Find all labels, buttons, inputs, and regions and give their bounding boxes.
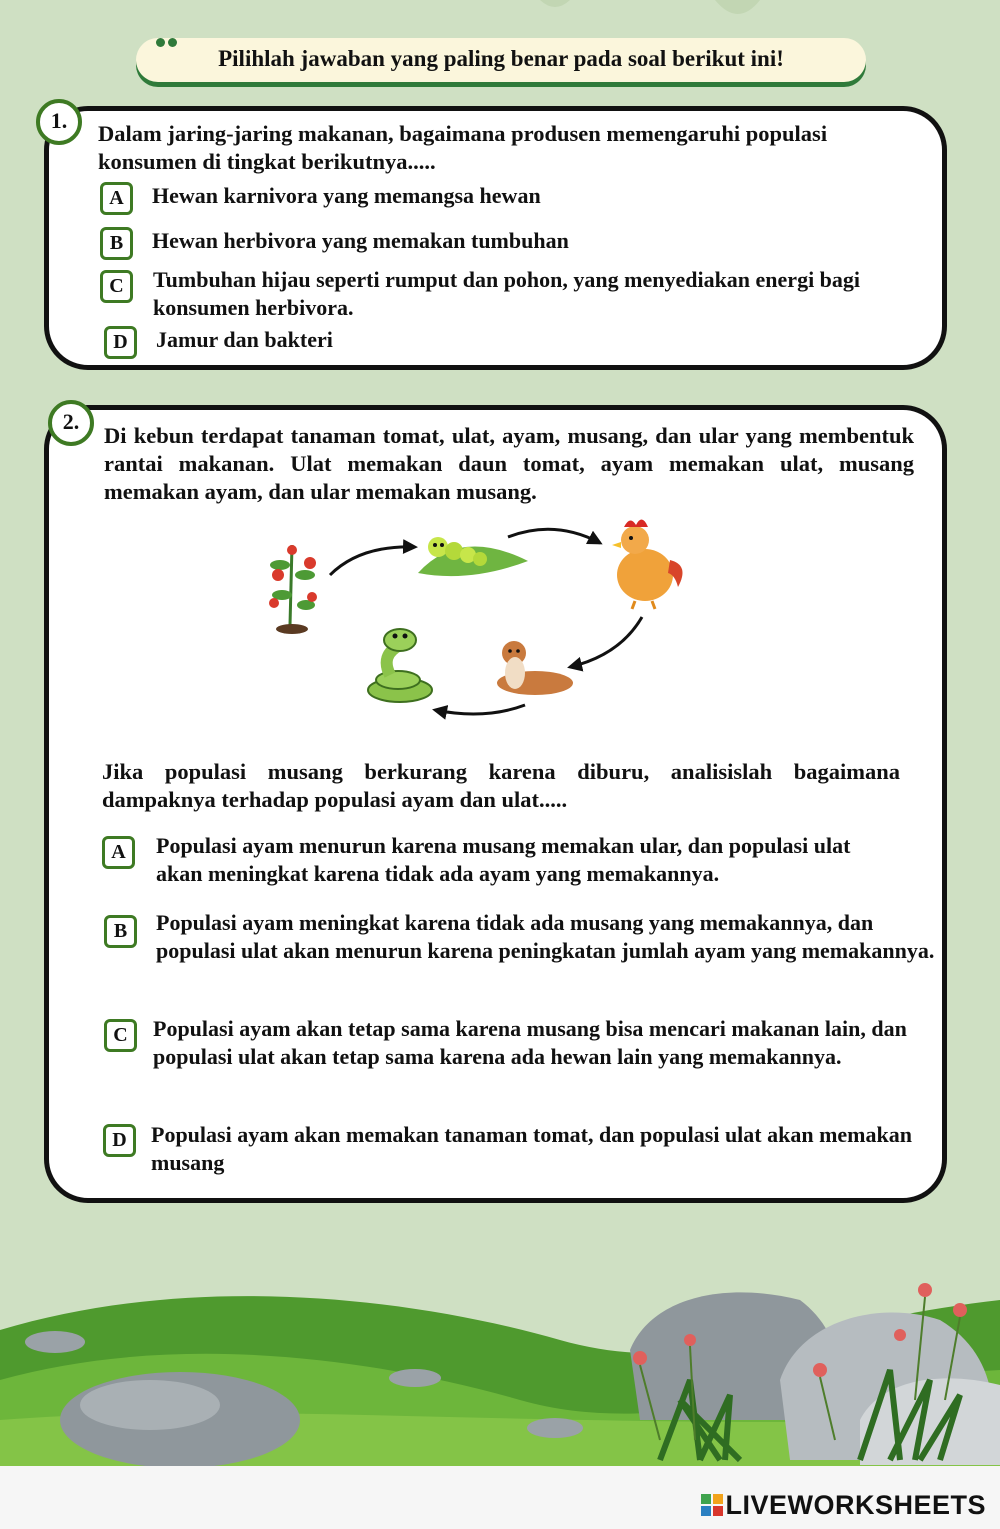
instruction-banner <box>136 38 866 82</box>
option-text: Hewan karnivora yang memangsa hewan <box>152 183 541 208</box>
question-2-followup: Jika populasi musang berkurang karena diburu, analisislah bagaimana dampaknya terhadap populasi ayam dan ulat..... <box>102 759 900 812</box>
arrow-tomato-to-caterpillar <box>330 547 415 575</box>
option-letter-badge[interactable]: B <box>100 227 133 260</box>
option-text: Hewan herbivora yang memakan tumbuhan <box>152 228 569 253</box>
option-letter-badge[interactable]: A <box>100 182 133 215</box>
question-1-text: Dalam jaring-jaring makanan, bagaimana produsen memengaruhi populasi konsumen di tingkat berikutnya..... <box>98 121 828 174</box>
option-letter-badge[interactable]: D <box>104 326 137 359</box>
tomato-plant-icon <box>269 545 317 634</box>
brand-text: LIVEWORKSHEETS <box>725 1490 986 1520</box>
weasel-icon <box>497 641 573 695</box>
option-letter-badge[interactable]: D <box>103 1124 136 1157</box>
option-text: Populasi ayam menurun karena musang memakan ular, dan populasi ulat akan meningkat karena tidak ada ayam yang memakannya. <box>156 833 851 886</box>
option-text: Populasi ayam akan memakan tanaman tomat, dan populasi ulat akan memakan musang <box>151 1122 912 1175</box>
instruction-text: Pilihlah jawaban yang paling benar pada soal berikut ini! <box>218 46 784 71</box>
q1-option-b[interactable] <box>100 227 930 257</box>
q2-option-b[interactable] <box>104 909 934 997</box>
food-chain-diagram <box>250 505 700 735</box>
arrow-caterpillar-to-chicken <box>508 529 600 543</box>
footer-bar <box>0 1466 1000 1529</box>
snake-icon <box>368 629 432 702</box>
q2-option-a[interactable] <box>102 832 932 892</box>
question-1-number: 1. <box>36 99 82 145</box>
chicken-icon <box>612 519 683 609</box>
option-letter-badge[interactable]: C <box>104 1019 137 1052</box>
option-letter-badge[interactable]: B <box>104 915 137 948</box>
option-text: Populasi ayam meningkat karena tidak ada musang yang memakannya, dan populasi ulat akan menurun karena peningkatan jumlah ayam yang memakannya. <box>156 910 935 963</box>
liveworksheets-logo-icon <box>701 1494 723 1516</box>
q2-option-c[interactable] <box>104 1015 934 1103</box>
q1-option-c[interactable] <box>100 266 930 322</box>
q2-option-d[interactable] <box>103 1121 933 1181</box>
q1-option-d[interactable] <box>104 326 934 356</box>
option-text: Tumbuhan hijau seperti rumput dan pohon, yang menyediakan energi bagi konsumen herbivora. <box>153 267 861 320</box>
q1-option-a[interactable] <box>100 182 930 212</box>
arrow-weasel-to-snake <box>435 705 525 714</box>
question-2-text: Di kebun terdapat tanaman tomat, ulat, ayam, musang, dan ular yang membentuk rantai makanan. Ulat memakan daun tomat, ayam memakan ulat, musang memakan ayam, dan ular memakan musang. <box>104 423 914 504</box>
option-letter-badge[interactable]: A <box>102 836 135 869</box>
liveworksheets-brand[interactable] <box>701 1490 986 1521</box>
option-text: Populasi ayam akan tetap sama karena musang bisa mencari makanan lain, dan populasi ulat akan tetap sama karena ada hewan lain yang memakannya. <box>153 1016 907 1069</box>
option-letter-badge[interactable]: C <box>100 270 133 303</box>
arrow-chicken-to-weasel <box>570 617 642 667</box>
option-text: Jamur dan bakteri <box>156 327 333 352</box>
question-2-number: 2. <box>48 400 94 446</box>
caterpillar-icon <box>418 537 528 576</box>
